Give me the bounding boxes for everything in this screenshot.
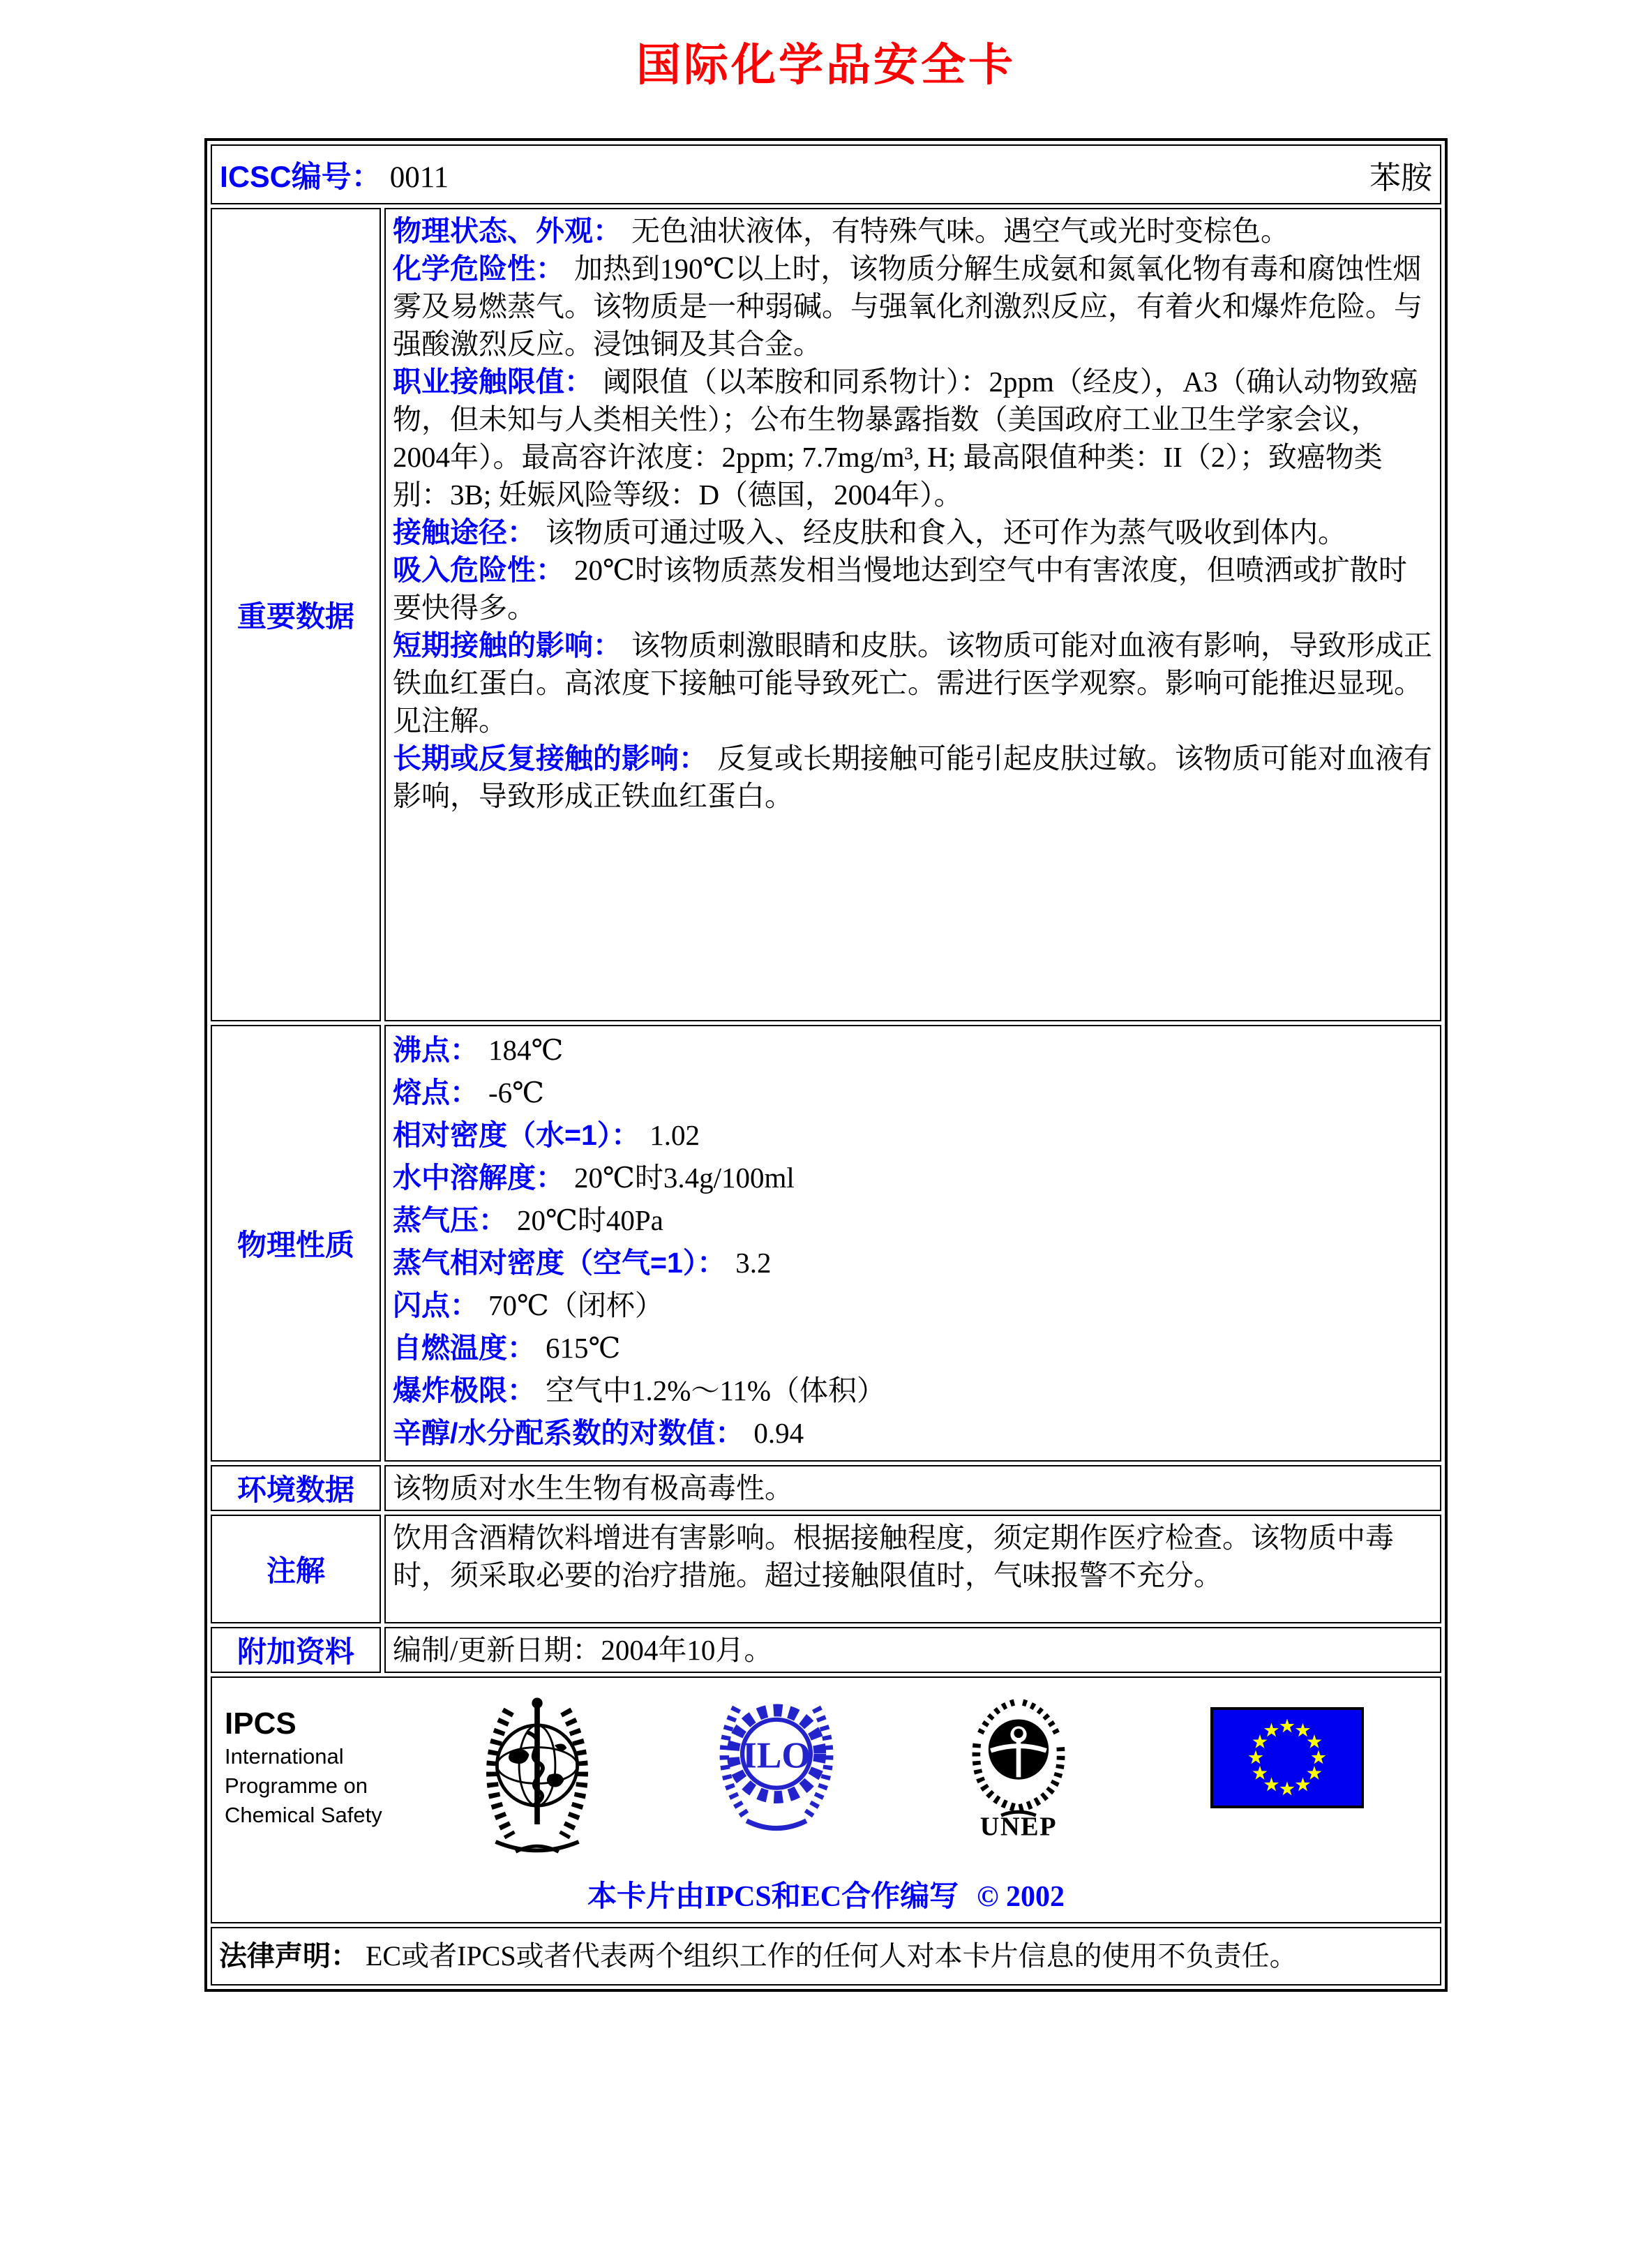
icsc-card-page	[0, 29, 1652, 2259]
field-label: 化学危险性：	[393, 253, 564, 285]
ipcs-line: Programme on	[225, 1773, 368, 1798]
field-label: 长期或反复接触的影响：	[393, 742, 707, 774]
field-label: 自燃温度：	[393, 1332, 536, 1364]
field-text: 70℃（闭杯）	[488, 1289, 663, 1321]
field-label: 蒸气相对密度（空气=1）：	[393, 1247, 726, 1279]
field-text: 3.2	[735, 1247, 772, 1279]
important-data-content	[384, 208, 1441, 1021]
important-data-item	[393, 212, 1433, 250]
cooperation-caption	[212, 1873, 1440, 1915]
field-label: 职业接触限值：	[393, 366, 593, 398]
icsc-table	[204, 138, 1448, 1992]
page-title: 国际化学品安全卡	[636, 40, 1016, 90]
row-label-physical-properties: 物理性质	[211, 1025, 381, 1462]
additional-info-row	[211, 1627, 1441, 1673]
field-label: 爆炸极限：	[393, 1374, 536, 1406]
eu-flag-icon	[1210, 1707, 1364, 1808]
physical-property	[393, 1369, 1433, 1412]
legal-cell	[211, 1927, 1441, 1986]
field-text: 无色油状液体，有特殊气味。遇空气或光时变棕色。	[631, 215, 1289, 247]
field-text: 阈限值（以苯胺和同系物计）：2ppm（经皮），A3（确认动物致癌物，但未知与人类相关性）；公布生物暴露指数（美国政府工业卫生学家会议，2004年）。最高容许浓度：2ppm; 7.7mg/m³, H; 最高限值种类：II（2）；致癌物类别：3B; 妊娠风险等级：D（德国，2004年）。	[393, 366, 1418, 511]
field-label: 熔点：	[393, 1076, 479, 1109]
unep-emblem-icon	[961, 1690, 1076, 1836]
ipcs-acronym: IPCS	[225, 1706, 296, 1741]
icsc-number-label: ICSC编号：	[220, 160, 382, 194]
important-data-item	[393, 740, 1433, 815]
row-label-important-data: 重要数据	[211, 208, 381, 1021]
important-data-item	[393, 250, 1433, 363]
important-data-row	[211, 208, 1441, 1021]
field-label: 相对密度（水=1）：	[393, 1119, 640, 1151]
ilo-letters: ILO	[742, 1734, 811, 1776]
legal-text: EC或者IPCS或者代表两个组织工作的任何人对本卡片信息的使用不负责任。	[366, 1940, 1298, 1972]
logos-strip	[212, 1686, 1440, 1861]
field-text: 该物质刺激眼睛和皮肤。该物质可能对血液有影响，导致形成正铁血红蛋白。高浓度下接触可能导致死亡。需进行医学观察。影响可能推迟显现。见注解。	[393, 629, 1432, 737]
field-text: 1.02	[649, 1119, 700, 1151]
caption-text: 本卡片由IPCS和EC合作编写	[587, 1881, 959, 1913]
field-label: 吸入危险性：	[393, 554, 564, 586]
field-label: 物理状态、外观：	[393, 215, 622, 247]
physical-property	[393, 1199, 1433, 1242]
additional-info-content: 编制/更新日期：2004年10月。	[384, 1627, 1441, 1673]
ipcs-line: Chemical Safety	[225, 1803, 382, 1827]
ilo-emblem-icon	[714, 1689, 839, 1838]
field-text: 20℃时3.4g/100ml	[574, 1162, 795, 1194]
physical-property	[393, 1284, 1433, 1327]
physical-property	[393, 1072, 1433, 1114]
row-label-environmental-data: 环境数据	[211, 1465, 381, 1511]
field-label: 辛醇/水分配系数的对数值：	[393, 1417, 744, 1449]
legal-label: 法律声明：	[219, 1941, 359, 1972]
header-row	[211, 144, 1441, 204]
copyright-text: © 2002	[977, 1881, 1065, 1913]
important-data-item	[393, 513, 1433, 551]
field-text: 20℃时该物质蒸发相当慢地达到空气中有害浓度，但喷洒或扩散时要快得多。	[393, 554, 1407, 624]
icsc-number	[220, 153, 449, 196]
physical-property	[393, 1412, 1433, 1455]
important-data-item	[393, 626, 1433, 740]
unep-letters: UNEP	[979, 1812, 1058, 1836]
field-label: 蒸气压：	[393, 1204, 507, 1236]
field-text: 0.94	[753, 1417, 804, 1449]
important-data-item	[393, 551, 1433, 626]
field-text: 184℃	[488, 1034, 564, 1066]
icsc-number-value: 0011	[389, 160, 449, 194]
field-label: 接触途径：	[393, 516, 536, 548]
ipcs-line: International	[225, 1744, 344, 1769]
row-label-additional-info: 附加资料	[211, 1627, 381, 1673]
environmental-data-content: 该物质对水生生物有极高毒性。	[384, 1465, 1441, 1511]
who-emblem-icon	[470, 1686, 604, 1861]
physical-property	[393, 1327, 1433, 1369]
field-label: 水中溶解度：	[393, 1162, 564, 1194]
physical-properties-row	[211, 1025, 1441, 1462]
physical-property	[393, 1029, 1433, 1072]
field-label: 短期接触的影响：	[393, 629, 622, 661]
field-label: 闪点：	[393, 1289, 479, 1321]
header-cell	[213, 147, 1439, 202]
field-text: 空气中1.2%～11%（体积）	[546, 1374, 886, 1406]
field-text: 20℃时40Pa	[517, 1204, 663, 1236]
field-text: 该物质可通过吸入、经皮肤和食入，还可作为蒸气吸收到体内。	[546, 516, 1346, 548]
field-label: 沸点：	[393, 1034, 479, 1066]
environmental-data-row	[211, 1465, 1441, 1511]
physical-property	[393, 1242, 1433, 1284]
field-text: -6℃	[488, 1076, 545, 1109]
physical-properties-content	[384, 1025, 1441, 1462]
logos-cell	[211, 1676, 1441, 1923]
field-text: 反复或长期接触可能引起皮肤过敏。该物质可能对血液有影响，导致形成正铁血红蛋白。	[393, 742, 1432, 812]
logos-row	[211, 1676, 1441, 1923]
physical-property	[393, 1157, 1433, 1199]
notes-content: 饮用含酒精饮料增进有害影响。根据接触程度，须定期作医疗检查。该物质中毒时，须采取必要的治疗措施。超过接触限值时，气味报警不充分。	[384, 1515, 1441, 1623]
legal-row	[211, 1927, 1441, 1986]
notes-row	[211, 1515, 1441, 1623]
important-data-item	[393, 363, 1433, 513]
chemical-name: 苯胺	[1369, 160, 1432, 195]
row-label-notes: 注解	[211, 1515, 381, 1623]
field-text: 加热到190℃以上时，该物质分解生成氨和氮氧化物有毒和腐蚀性烟雾及易燃蒸气。该物质是一种弱碱。与强氧化剂激烈反应，有着火和爆炸危险。与强酸激烈反应。浸蚀铜及其合金。	[393, 253, 1422, 360]
physical-property	[393, 1114, 1433, 1157]
ipcs-text-block	[225, 1706, 455, 1830]
field-text: 615℃	[546, 1332, 621, 1364]
